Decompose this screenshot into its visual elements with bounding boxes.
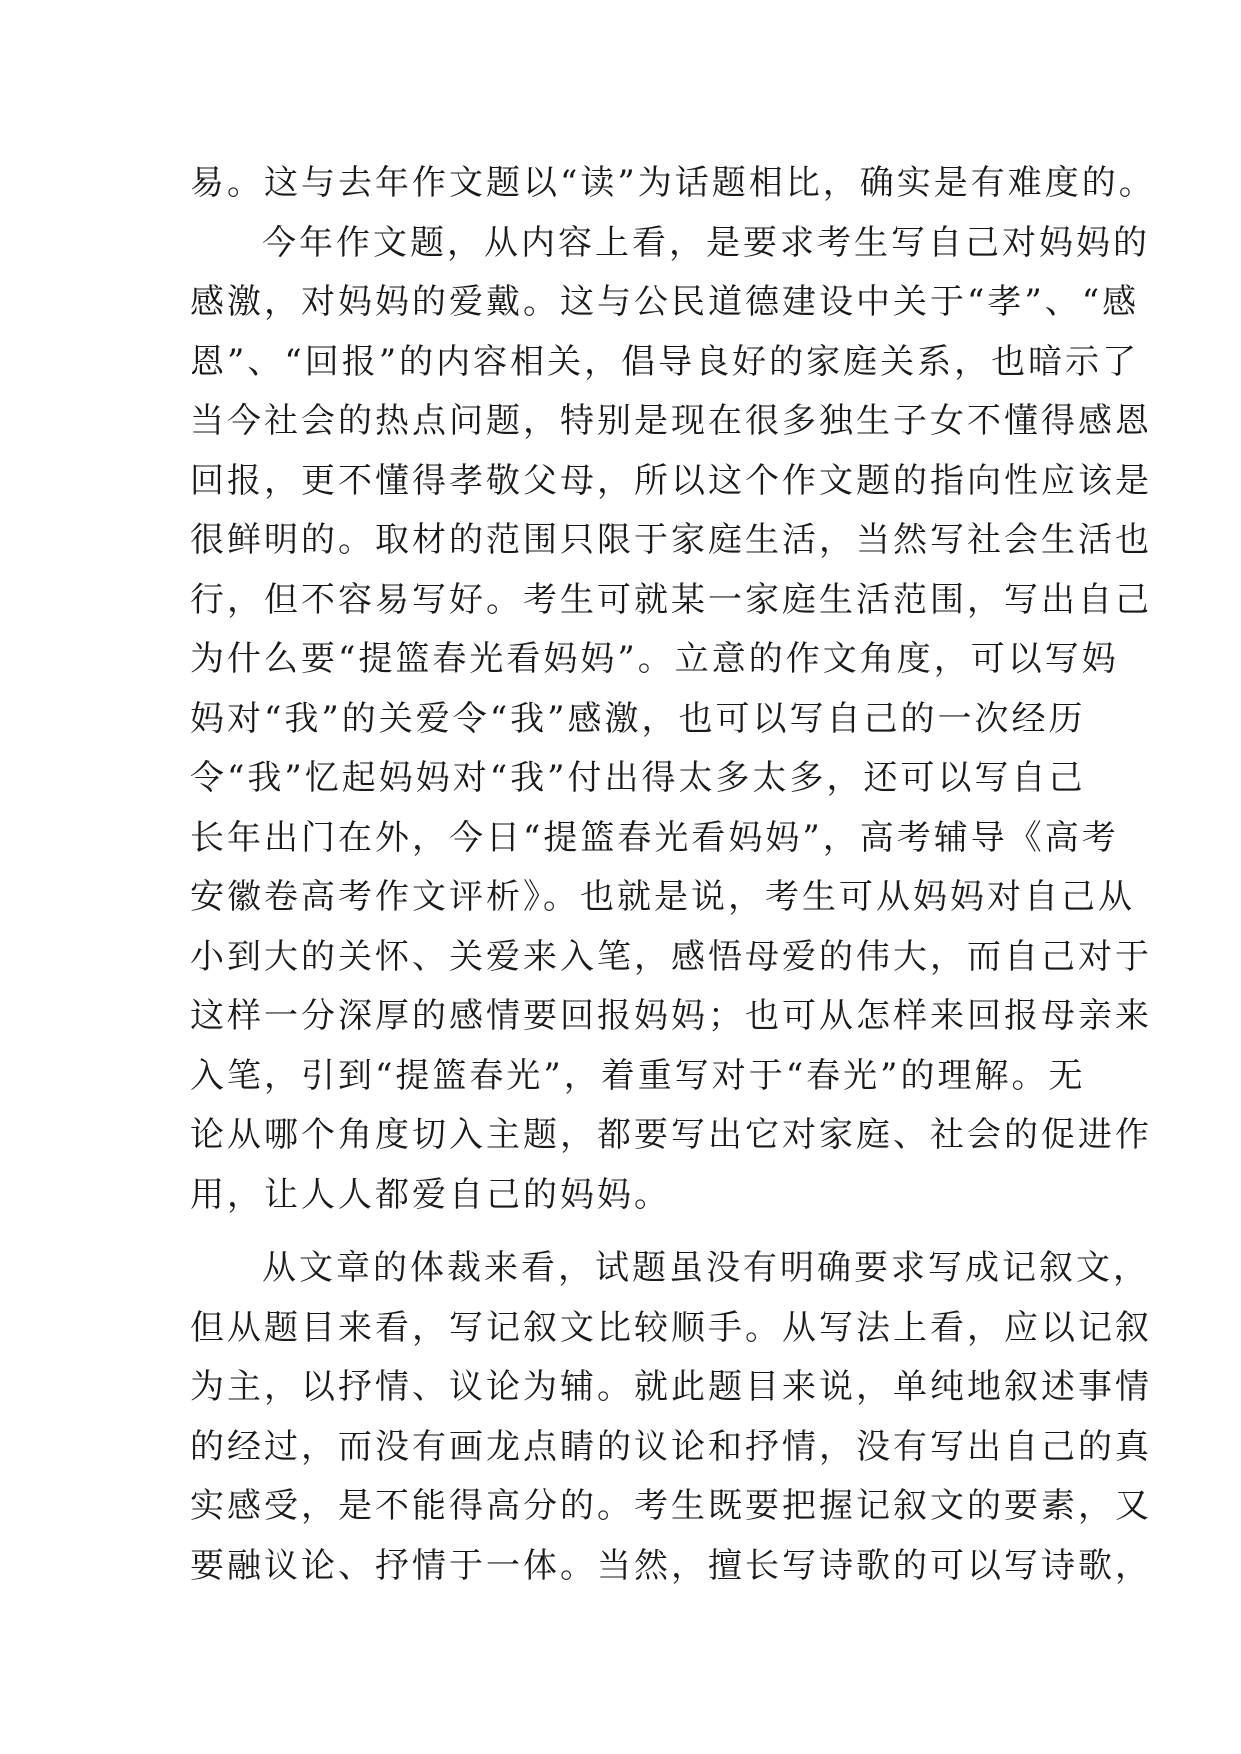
text-line: 长年出门在外，今日“提篮春光看妈妈”，高考辅导《高考 xyxy=(190,817,1119,858)
text-line: 小到大的关怀、关爱来入笔，感悟母爱的伟大，而自己对于 xyxy=(190,936,1152,977)
text-line: 易。这与去年作文题以“读”为话题相比，确实是有难度的。 xyxy=(190,163,1156,203)
text-line: 很鲜明的。取材的范围只限于家庭生活，当然写社会生活也 xyxy=(190,520,1152,560)
text-line: 的经过，而没有画龙点睛的议论和抒情，没有写出自己的真 xyxy=(190,1426,1152,1467)
text-line: 论从哪个角度切入主题，都要写出它对家庭、社会的促进作 xyxy=(190,1115,1152,1155)
text-line: 妈对“我”的关爱令“我”感激，也可以写自己的一次经历 xyxy=(190,698,1086,739)
text-line: 入笔，引到“提篮春光”，着重写对于“春光”的理解。无 xyxy=(190,1055,1086,1096)
text-line: 令“我”忆起妈妈对“我”付出得太多太多，还可以写自己 xyxy=(190,758,1086,798)
text-line: 用，让人人都爱自己的妈妈。 xyxy=(190,1174,671,1215)
body-text xyxy=(190,154,1156,1596)
text-line: 安徽卷高考作文评析》。也就是说，考生可从妈妈对自己从 xyxy=(190,877,1135,917)
text-line: 这样一分深厚的感情要回报妈妈；也可从怎样来回报母亲来 xyxy=(190,996,1152,1036)
text-line: 为什么要“提篮春光看妈妈”。立意的作文角度，可以写妈 xyxy=(190,639,1119,679)
text-line: 要融议论、抒情于一体。当然，擅长写诗歌的可以写诗歌， xyxy=(190,1545,1152,1586)
text-line: 回报，更不懂得孝敬父母，所以这个作文题的指向性应该是 xyxy=(190,460,1152,501)
paragraph-start-line: 今年作文题，从内容上看，是要求考生写自己对妈妈的 xyxy=(262,222,1150,263)
text-line: 但从题目来看，写记叙文比较顺手。从写法上看，应以记叙 xyxy=(190,1307,1152,1348)
text-line: 恩”、“回报”的内容相关，倡导良好的家庭关系，也暗示了 xyxy=(190,341,1140,382)
text-line: 感激，对妈妈的爱戴。这与公民道德建设中关于“孝”、“感 xyxy=(190,282,1140,322)
paragraph-start-line: 从文章的体裁来看，试题虽没有明确要求写成记叙文， xyxy=(262,1248,1150,1288)
text-line: 实感受，是不能得高分的。考生既要把握记叙文的要素，又 xyxy=(190,1486,1152,1526)
text-line: 行，但不容易写好。考生可就某一家庭生活范围，写出自己 xyxy=(190,579,1152,620)
text-line: 为主，以抒情、议论为辅。就此题目来说，单纯地叙述事情 xyxy=(190,1367,1152,1407)
text-line: 当今社会的热点问题，特别是现在很多独生子女不懂得感恩 xyxy=(190,401,1152,441)
